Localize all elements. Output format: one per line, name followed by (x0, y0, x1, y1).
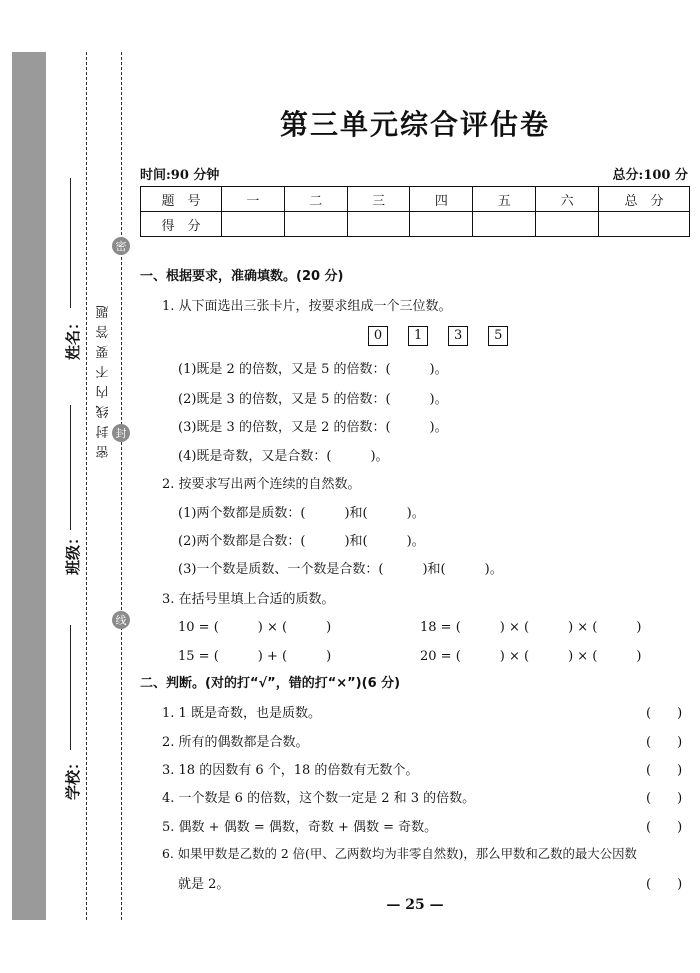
q3-equation: 18 = ( ) × ( ) × ( ) (420, 620, 642, 635)
score-cell-header: 四 (410, 187, 473, 212)
section1-heading: 一、根据要求，准确填数。(20 分) (140, 269, 344, 284)
cut-line-right (121, 52, 122, 920)
seal-feng-badge: 封 (112, 424, 130, 442)
page-number: — 25 — (386, 897, 444, 913)
school-underline (70, 625, 71, 750)
score-cell-header: 三 (347, 187, 410, 212)
total-score: 总分:100 分 (612, 168, 688, 183)
judge-item: 2. 所有的偶数都是合数。 (162, 735, 309, 750)
score-cell-header: 总 分 (599, 187, 690, 212)
judge-item-continuation: 就是 2。 (178, 877, 230, 892)
answer-paren[interactable]: ( ) (646, 820, 683, 835)
judge-item: 4. 一个数是 6 的倍数，这个数一定是 2 和 3 的倍数。 (162, 791, 476, 806)
digit-card: 1 (408, 326, 428, 346)
section2-heading: 二、判断。(对的打“√”，错的打“×”)(6 分) (140, 676, 401, 691)
score-table-value-row (141, 212, 690, 237)
answer-paren[interactable]: ( ) (646, 706, 683, 721)
score-input-cell[interactable] (410, 212, 473, 237)
class-underline (70, 405, 71, 530)
digit-card: 3 (448, 326, 468, 346)
q2-item: (2)两个数都是合数：( )和( )。 (178, 534, 425, 549)
score-input-cell[interactable] (599, 212, 690, 237)
binding-strip (12, 52, 46, 920)
score-cell-header: 六 (536, 187, 599, 212)
digit-card: 5 (488, 326, 508, 346)
name-label: 姓名： (64, 314, 82, 360)
time-limit: 时间:90 分钟 (140, 168, 220, 183)
q1-stem: 1. 从下面选出三张卡片，按要求组成一个三位数。 (162, 299, 452, 314)
digit-card: 0 (368, 326, 388, 346)
score-table (140, 186, 690, 237)
page-title: 第三单元综合评估卷 (279, 108, 550, 141)
q1-item: (2)既是 3 的倍数，又是 5 的倍数：( )。 (178, 392, 448, 407)
judge-item: 6. 如果甲数是乙数的 2 倍(甲、乙两数均为非零自然数)，那么甲数和乙数的最大公因数 (162, 846, 637, 861)
score-input-cell[interactable] (284, 212, 347, 237)
class-label: 班级： (64, 529, 82, 575)
q2-stem: 2. 按要求写出两个连续的自然数。 (162, 477, 361, 492)
q3-equation: 20 = ( ) × ( ) × ( ) (420, 649, 642, 664)
cut-line-left (86, 52, 87, 920)
answer-paren[interactable]: ( ) (646, 877, 683, 892)
seal-xian-badge: 线 (112, 611, 130, 629)
score-input-cell[interactable] (536, 212, 599, 237)
q1-item: (1)既是 2 的倍数，又是 5 的倍数：( )。 (178, 362, 448, 377)
score-row-label: 得 分 (141, 212, 222, 237)
name-underline (70, 178, 71, 308)
answer-paren[interactable]: ( ) (646, 791, 683, 806)
score-input-cell[interactable] (347, 212, 410, 237)
judge-item: 5. 偶数 + 偶数 = 偶数，奇数 + 偶数 = 奇数。 (162, 820, 438, 835)
school-label: 学校： (64, 754, 82, 800)
q2-item: (3)一个数是质数、一个数是合数：( )和( )。 (178, 562, 503, 577)
judge-item: 1. 1 既是奇数，也是质数。 (162, 706, 321, 721)
q2-item: (1)两个数都是质数：( )和( )。 (178, 506, 425, 521)
score-cell-header: 一 (222, 187, 285, 212)
score-cell-header: 五 (473, 187, 536, 212)
q3-stem: 3. 在括号里填上合适的质数。 (162, 592, 335, 607)
q1-item: (4)既是奇数，又是合数：( )。 (178, 449, 389, 464)
judge-item: 3. 18 的因数有 6 个，18 的倍数有无数个。 (162, 763, 419, 778)
card-row (368, 324, 508, 346)
q3-equation: 15 = ( ) + ( ) (178, 649, 332, 664)
q3-equation: 10 = ( ) × ( ) (178, 620, 332, 635)
answer-paren[interactable]: ( ) (646, 735, 683, 750)
seal-mi-badge: 密 (112, 237, 130, 255)
score-cell-header: 二 (284, 187, 347, 212)
score-input-cell[interactable] (473, 212, 536, 237)
score-table-header-row (141, 187, 690, 212)
answer-paren[interactable]: ( ) (646, 763, 683, 778)
score-input-cell[interactable] (222, 212, 285, 237)
q1-item: (3)既是 3 的倍数，又是 2 的倍数：( )。 (178, 420, 448, 435)
score-cell-label: 题 号 (141, 187, 222, 212)
seal-notice: 密封线内不要答题 (95, 303, 109, 458)
